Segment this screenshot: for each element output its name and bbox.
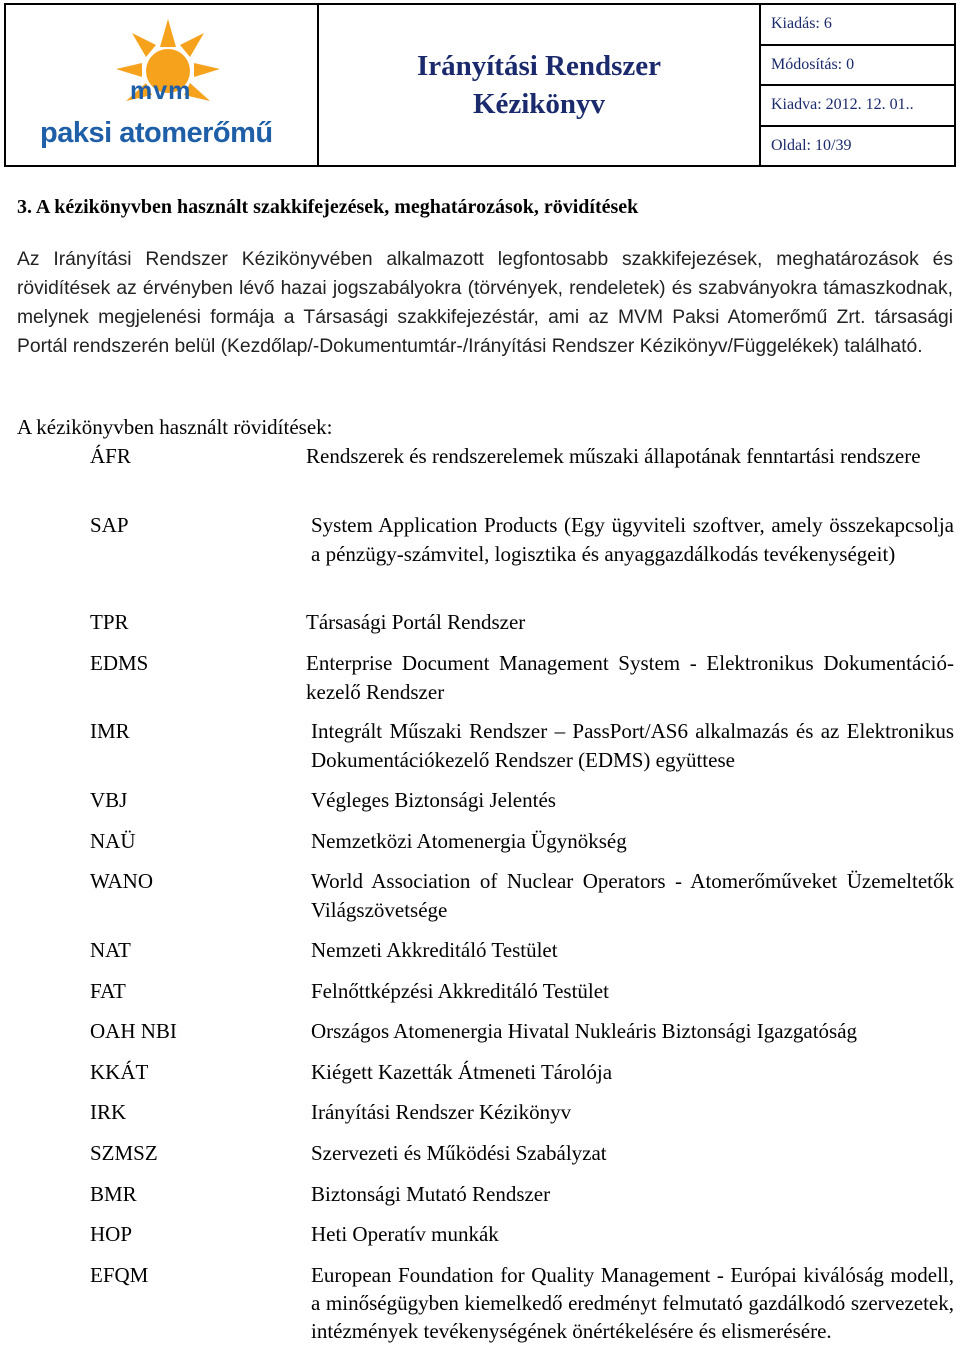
- abbreviation-term: VBJ: [90, 788, 128, 812]
- abbreviation-definition: Rendszerek és rendszerelemek műszaki állapotának fenntartási rendszere: [306, 444, 921, 468]
- abbreviation-term: TPR: [90, 610, 129, 634]
- abbreviation-term: SAP: [90, 513, 129, 537]
- abbreviation-definition: World Association of Nuclear Operators - Atomerőműveket Üzemeltetők Világszövetsége: [311, 869, 954, 922]
- abbreviation-term: IRK: [90, 1100, 127, 1124]
- meta-oldal: Oldal: 10/39: [761, 125, 954, 166]
- abbreviation-term: ÁFR: [90, 444, 131, 468]
- abbreviation-definition: Biztonsági Mutató Rendszer: [311, 1182, 551, 1206]
- abbreviation-definition: Kiégett Kazetták Átmeneti Tárolója: [311, 1060, 613, 1084]
- abbreviation-definition: Irányítási Rendszer Kézikönyv: [311, 1100, 572, 1124]
- abbreviation-definition: European Foundation for Quality Management - Európai kiválóság modell, a minőségügyben kiemelkedő eredményt felmutató gazdálkodó szervezetek, intézmények tevékenységének önértékelésére és elismerésére.: [311, 1263, 954, 1343]
- abbreviation-term: WANO: [90, 869, 153, 893]
- title-line-2: Kézikönyv: [472, 88, 606, 120]
- abbreviation-term: SZMSZ: [90, 1141, 158, 1165]
- abbreviation-definition: Nemzeti Akkreditáló Testület: [311, 938, 558, 962]
- abbreviation-definition: Felnőttképzési Akkreditáló Testület: [311, 979, 609, 1003]
- meta-kiadva: Kiadva: 2012. 12. 01..: [761, 84, 954, 125]
- abbreviation-definition: Országos Atomenergia Hivatal Nukleáris Biztonsági Igazgatóság: [311, 1019, 858, 1043]
- abbreviation-term: FAT: [90, 979, 126, 1003]
- abbreviation-term: KKÁT: [90, 1060, 149, 1084]
- abbreviation-definition: Integrált Műszaki Rendszer – PassPort/AS6 alkalmazás és az Elektronikus Dokumentációkezelő Rendszer (EDMS) együttese: [311, 719, 954, 772]
- abbreviation-term: IMR: [90, 719, 130, 743]
- abbreviation-definition: Végleges Biztonsági Jelentés: [311, 788, 556, 812]
- brand-mvm: mvm: [130, 77, 192, 105]
- abbreviation-term: OAH NBI: [90, 1019, 177, 1043]
- abbreviation-term: BMR: [90, 1182, 137, 1206]
- section-heading: 3. A kézikönyvben használt szakkifejezések, meghatározások, rövidítések: [17, 196, 639, 218]
- abbreviation-definition: System Application Products (Egy ügyviteli szoftver, amely összekapcsolja a pénzügy-számvitel, logisztika és anyaggazdálkodás tevékenységeit): [311, 513, 954, 566]
- abbreviation-term: NAÜ: [90, 829, 136, 853]
- meta-kiadas: Kiadás: 6: [771, 15, 832, 33]
- meta-modositas: Módosítás: 0: [761, 44, 954, 85]
- intro-paragraph: Az Irányítási Rendszer Kézikönyvében alkalmazott legfontosabb szakkifejezések, meghatározások és rövidítések az érvényben lévő hazai jogszabályokra (törvények, rendeletek) és szabványokra támaszkodnak, melynek megjelenési formája a Társasági szakkifejezéstár, ami az MVM Paksi Atomerőmű Zrt. társasági Portál rendszerén belül (Kezdőlap/-Dokumentumtár-/Irányítási Rendszer Kézikönyv/Függelékek) található.: [17, 249, 953, 357]
- abbreviation-term: EDMS: [90, 651, 149, 675]
- brand-name: paksi atomerőmű: [40, 117, 273, 149]
- abbreviation-definition: Heti Operatív munkák: [311, 1222, 499, 1246]
- abbreviation-definition: Enterprise Document Management System - Elektronikus Dokumentáció-kezelő Rendszer: [306, 651, 954, 704]
- title-line-1: Irányítási Rendszer: [416, 50, 662, 82]
- abbreviations-heading: A kézikönyvben használt rövidítések:: [17, 415, 333, 439]
- abbreviation-definition: Szervezeti és Működési Szabályzat: [311, 1141, 607, 1165]
- abbreviation-definition: Társasági Portál Rendszer: [306, 610, 526, 634]
- abbreviation-term: EFQM: [90, 1263, 149, 1287]
- abbreviation-term: NAT: [90, 938, 131, 962]
- abbreviation-definition: Nemzetközi Atomenergia Ügynökség: [311, 829, 627, 853]
- abbreviation-term: HOP: [90, 1222, 133, 1246]
